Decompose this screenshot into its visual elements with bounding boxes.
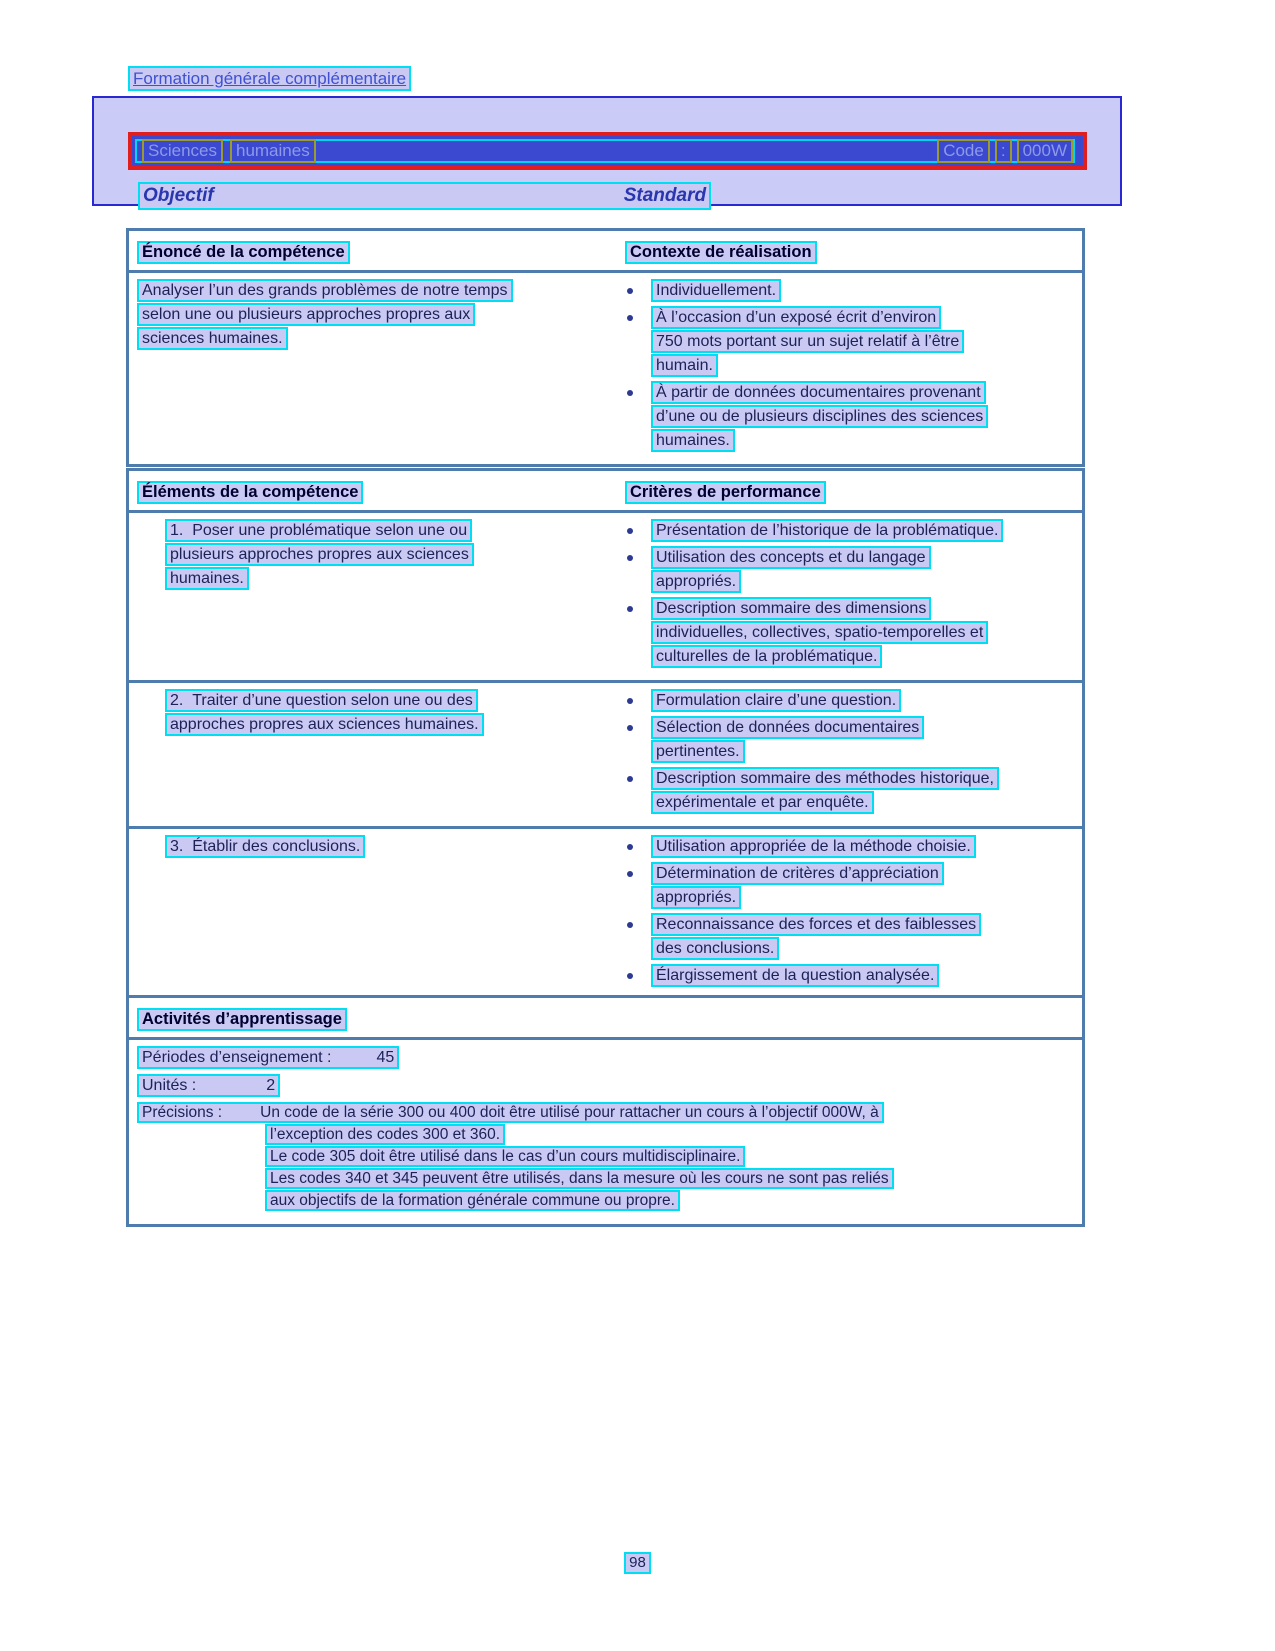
criteria-bullet-list	[615, 689, 1074, 818]
text-line: humain.	[651, 354, 718, 377]
bullet-icon	[627, 776, 633, 782]
text-line: Le code 305 doit être utilisé dans le cas d’un cours multidisciplinaire.	[265, 1146, 745, 1167]
competence-table	[126, 228, 1085, 467]
column-header-enonce: Énoncé de la compétence	[137, 241, 350, 264]
element-statement	[137, 689, 615, 818]
criteria-bullet-list	[615, 519, 1074, 672]
page-footer	[0, 1552, 1275, 1574]
bullet-icon	[627, 555, 633, 561]
bullet-item	[615, 597, 1074, 669]
periods-label: Périodes d’enseignement :	[142, 1049, 332, 1066]
periods-value: 45	[376, 1049, 395, 1066]
bullet-icon	[627, 698, 633, 704]
bullet-item	[615, 767, 1074, 815]
text-line: Reconnaissance des forces et des faiblesses	[651, 913, 981, 936]
breadcrumb	[128, 66, 411, 91]
text-line: pertinentes.	[651, 740, 745, 763]
element-statement	[137, 519, 615, 672]
ocr-word-box: Code	[937, 139, 990, 163]
ocr-word-box: Sciences	[142, 139, 223, 163]
bullet-item	[615, 913, 1074, 961]
element-row-2	[129, 680, 1082, 826]
text-line: individuelles, collectives, spatio-temporelles et	[651, 621, 988, 644]
ocr-word-box: humaines	[230, 139, 316, 163]
column-header-elements: Éléments de la compétence	[137, 481, 363, 504]
objectif-standard-row	[138, 182, 711, 210]
text-line: 2. Traiter d’une question selon une ou des	[165, 689, 478, 712]
elements-table	[126, 468, 1085, 1002]
bullet-item	[615, 546, 1074, 594]
text-line: 750 mots portant sur un sujet relatif à l’être	[651, 330, 964, 353]
column-header-criteres: Critères de performance	[625, 481, 826, 504]
text-line: Détermination de critères d’appréciation	[651, 862, 944, 885]
bullet-icon	[627, 871, 633, 877]
breadcrumb-link[interactable]: Formation générale complémentaire	[128, 66, 411, 91]
text-line: d’une ou de plusieurs disciplines des sciences	[651, 405, 988, 428]
text-line: selon une ou plusieurs approches propres aux	[137, 303, 475, 326]
text-line: appropriés.	[651, 886, 741, 909]
element-row-3	[129, 826, 1082, 999]
text-line: Description sommaire des dimensions	[651, 597, 931, 620]
element-statement	[137, 835, 615, 991]
objectif-label: Objectif	[143, 185, 214, 206]
bullet-item	[615, 835, 1074, 859]
text-line: Utilisation appropriée de la méthode choisie.	[651, 835, 976, 858]
bullet-item	[615, 862, 1074, 910]
bullet-icon	[627, 528, 633, 534]
bullet-icon	[627, 390, 633, 396]
ocr-word-box: 000W	[1017, 139, 1073, 163]
text-line: 3. Établir des conclusions.	[165, 835, 365, 858]
text-line: plusieurs approches propres aux sciences	[165, 543, 474, 566]
text-line: 1. Poser une problématique selon une ou	[165, 519, 472, 542]
text-line: humaines.	[165, 567, 249, 590]
units-row	[137, 1074, 1074, 1102]
precisions-row	[137, 1102, 1074, 1124]
text-line: expérimentale et par enquête.	[651, 791, 874, 814]
bullet-item	[615, 689, 1074, 713]
bullet-item	[615, 306, 1074, 378]
text-line: Description sommaire des méthodes historique,	[651, 767, 999, 790]
bullet-icon	[627, 973, 633, 979]
text-line: Présentation de l’historique de la problématique.	[651, 519, 1003, 542]
bullet-icon	[627, 725, 633, 731]
bullet-item	[615, 381, 1074, 453]
bullet-icon	[627, 288, 633, 294]
units-label: Unités :	[142, 1077, 197, 1094]
text-line: Un code de la série 300 ou 400 doit être utilisé pour rattacher un cours à l’objectif 000W, à	[260, 1104, 879, 1121]
page-number: 98	[624, 1552, 651, 1574]
competence-statement	[137, 279, 615, 456]
text-line: des conclusions.	[651, 937, 779, 960]
activities-header: Activités d’apprentissage	[137, 1008, 347, 1031]
text-line: culturelles de la problématique.	[651, 645, 882, 668]
bullet-icon	[627, 606, 633, 612]
criteria-bullet-list	[615, 835, 1074, 991]
text-line: appropriés.	[651, 570, 741, 593]
text-line: Analyser l’un des grands problèmes de notre temps	[137, 279, 513, 302]
text-line: Sélection de données documentaires	[651, 716, 924, 739]
text-line: À partir de données documentaires provenant	[651, 381, 986, 404]
objective-standard-panel	[92, 96, 1122, 206]
precisions-label: Précisions :	[142, 1104, 223, 1121]
text-line: Élargissement de la question analysée.	[651, 964, 939, 987]
bullet-item	[615, 716, 1074, 764]
text-line: sciences humaines.	[137, 327, 288, 350]
text-line: aux objectifs de la formation générale commune ou propre.	[265, 1190, 680, 1211]
text-line: humaines.	[651, 429, 735, 452]
text-line: Individuellement.	[651, 279, 781, 302]
course-title	[142, 139, 316, 163]
element-row-1	[129, 513, 1082, 680]
text-line: approches propres aux sciences humaines.	[165, 713, 484, 736]
bullet-icon	[627, 844, 633, 850]
course-title-banner	[128, 132, 1087, 170]
context-bullet-list	[615, 279, 1074, 456]
bullet-item	[615, 964, 1074, 988]
column-header-contexte: Contexte de réalisation	[625, 241, 817, 264]
standard-label: Standard	[623, 185, 707, 206]
text-line: À l’occasion d’un exposé écrit d’environ	[651, 306, 941, 329]
bullet-item	[615, 519, 1074, 543]
text-line: Formulation claire d’une question.	[651, 689, 901, 712]
bullet-icon	[627, 922, 633, 928]
text-line: Les codes 340 et 345 peuvent être utilisés, dans la mesure où les cours ne sont pas reliés	[265, 1168, 894, 1189]
periods-row	[137, 1046, 1074, 1074]
bullet-icon	[627, 315, 633, 321]
units-value: 2	[266, 1077, 276, 1094]
text-line: l’exception des codes 300 et 360.	[265, 1124, 505, 1145]
activities-table	[126, 995, 1085, 1227]
course-code	[937, 139, 1073, 163]
bullet-item	[615, 279, 1074, 303]
text-line: Utilisation des concepts et du langage	[651, 546, 931, 569]
ocr-word-box: :	[995, 139, 1012, 163]
